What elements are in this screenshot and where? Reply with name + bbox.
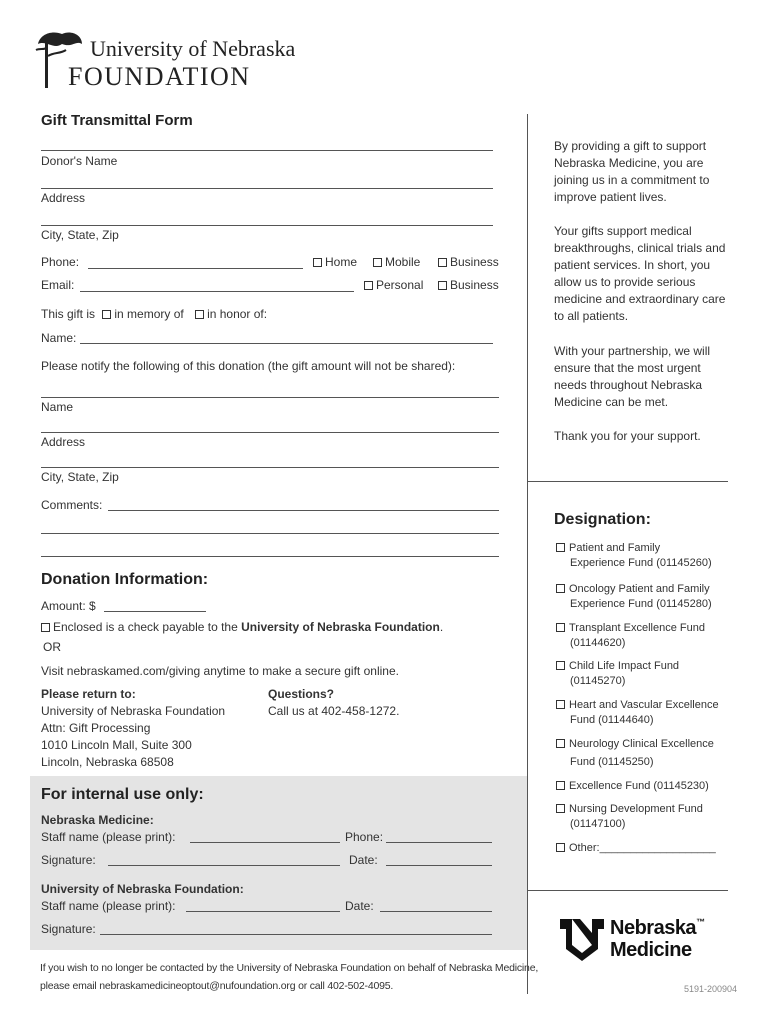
nm-staff-line[interactable] <box>190 842 340 843</box>
checkbox-icon <box>438 258 447 267</box>
column-divider <box>527 114 528 994</box>
logo-line2: FOUNDATION <box>68 62 251 91</box>
designation-4[interactable]: Child Life Impact Fund (01145270) <box>556 659 732 689</box>
questions-text: Call us at 402-458-1272. <box>268 704 400 718</box>
foundation-logo <box>32 26 296 92</box>
address-line[interactable] <box>41 188 493 189</box>
checkbox-icon <box>373 258 382 267</box>
amount-line[interactable] <box>104 611 206 612</box>
in-honor-checkbox[interactable] <box>195 310 204 319</box>
designation-6[interactable]: Neurology Clinical Excellence Fund (01145250) <box>556 737 732 770</box>
city-label: City, State, Zip <box>41 228 119 242</box>
checkbox-icon <box>556 843 565 852</box>
designation-1[interactable]: Patient and Family Experience Fund (01145260) <box>556 541 732 571</box>
comments-line-3[interactable] <box>41 556 499 557</box>
sidebar-paragraph-1: By providing a gift to support Nebraska Medicine, you are joining us in a commitment to improve patient lives. <box>554 139 710 204</box>
nm-signature-line[interactable] <box>108 865 340 866</box>
return-line-4: Lincoln, Nebraska 68508 <box>41 755 174 769</box>
questions-heading: Questions? <box>268 687 335 701</box>
sidebar-divider-top <box>528 481 728 482</box>
unf-internal-heading: University of Nebraska Foundation: <box>41 882 244 896</box>
honoree-name-line[interactable] <box>80 343 493 344</box>
nebraska-medicine-n-icon <box>558 915 606 963</box>
city-line[interactable] <box>41 225 493 226</box>
unf-staff-label: Staff name (please print): <box>41 899 176 913</box>
sidebar-paragraph-4: Thank you for your support. <box>554 429 701 443</box>
phone-line[interactable] <box>88 268 303 269</box>
email-label: Email: <box>41 278 75 292</box>
checkbox-icon <box>556 543 565 552</box>
nm-logo-line1: Nebraska™ <box>610 917 705 939</box>
internal-heading: For internal use only: <box>41 786 204 803</box>
designation-8[interactable]: Nursing Development Fund (01147100) <box>556 802 732 832</box>
checkbox-icon <box>438 281 447 290</box>
footer-line-2: please email nebraskamedicineoptout@nufoundation.org or call 402-502-4095. <box>40 980 394 992</box>
email-option-personal[interactable]: Personal <box>364 278 423 292</box>
designation-5[interactable]: Heart and Vascular Excellence Fund (01144640) <box>556 698 732 728</box>
comments-line-1[interactable] <box>108 510 499 511</box>
email-line[interactable] <box>80 291 354 292</box>
nebraska-medicine-logo <box>558 915 728 965</box>
nm-date-label: Date: <box>349 853 378 867</box>
unf-signature-line[interactable] <box>100 934 492 935</box>
checkbox-icon <box>556 700 565 709</box>
gift-is-row: This gift is in memory of in honor of: <box>41 307 268 321</box>
return-line-1: University of Nebraska Foundation <box>41 704 226 718</box>
phone-option-business[interactable]: Business <box>438 255 499 269</box>
donation-heading: Donation Information: <box>41 571 209 588</box>
amount-label: Amount: $ <box>41 599 96 613</box>
designation-3[interactable]: Transplant Excellence Fund (01144620) <box>556 621 732 651</box>
unf-date-line[interactable] <box>380 911 492 912</box>
footer-line-1: If you wish to no longer be contacted by the University of Nebraska Foundation on behalf of Nebraska Medicine, <box>40 962 539 974</box>
phone-option-home[interactable]: Home <box>313 255 357 269</box>
address-label: Address <box>41 191 86 205</box>
nm-logo-line2: Medicine <box>610 939 692 961</box>
designation-7[interactable]: Excellence Fund (01145230) <box>556 779 732 794</box>
checkbox-icon <box>364 281 373 290</box>
return-heading: Please return to: <box>41 687 136 701</box>
sidebar-paragraph-2: Your gifts support medical breakthroughs, clinical trials and patient services. In short, you allow us to provide serious medicine and extraordinary care to all patients. <box>554 224 726 323</box>
nm-date-line[interactable] <box>386 865 492 866</box>
donor-name-label: Donor's Name <box>41 154 118 168</box>
nm-phone-line[interactable] <box>386 842 492 843</box>
nm-staff-label: Staff name (please print): <box>41 830 176 844</box>
logo-line1: University of Nebraska <box>90 36 296 61</box>
donor-name-line[interactable] <box>41 150 493 151</box>
footer-optout <box>40 959 538 995</box>
checkbox-icon <box>556 804 565 813</box>
return-line-2: Attn: Gift Processing <box>41 721 151 735</box>
phone-option-mobile[interactable]: Mobile <box>373 255 420 269</box>
designation-2[interactable]: Oncology Patient and Family Experience Fund (01145280) <box>556 582 732 612</box>
nm-signature-label: Signature: <box>41 853 96 867</box>
phone-label: Phone: <box>41 255 80 269</box>
return-line-3: 1010 Lincoln Mall, Suite 300 <box>41 738 192 752</box>
notify-name-label: Name <box>41 400 74 414</box>
unf-signature-label: Signature: <box>41 922 96 936</box>
comments-line-2[interactable] <box>41 533 499 534</box>
notify-name-line[interactable] <box>41 397 499 398</box>
enclosed-checkbox[interactable] <box>41 623 50 632</box>
checkbox-icon <box>556 781 565 790</box>
in-memory-checkbox[interactable] <box>102 310 111 319</box>
form-code: 5191-200904 <box>684 984 738 994</box>
designation-heading: Designation: <box>554 511 651 528</box>
notify-text: Please notify the following of this donation (the gift amount will not be shared): <box>41 359 456 373</box>
checkbox-icon <box>556 739 565 748</box>
unf-staff-line[interactable] <box>186 911 340 912</box>
honoree-name-label: Name: <box>41 331 77 345</box>
checkbox-icon <box>313 258 322 267</box>
checkbox-icon <box>556 661 565 670</box>
enclosed-check-row: Enclosed is a check payable to the University of Nebraska Foundation. <box>41 620 443 634</box>
sidebar-divider-bottom <box>528 890 728 891</box>
checkbox-icon <box>556 623 565 632</box>
checkbox-icon <box>556 584 565 593</box>
sidebar-paragraph-3: With your partnership, we will ensure that the most urgent needs throughout Nebraska Medicine can be met. <box>554 344 711 409</box>
email-option-business[interactable]: Business <box>438 278 499 292</box>
form-title: Gift Transmittal Form <box>41 112 193 129</box>
notify-city-line[interactable] <box>41 467 499 468</box>
visit-text: Visit nebraskamed.com/giving anytime to make a secure gift online. <box>41 664 399 678</box>
unf-date-label: Date: <box>345 899 374 913</box>
notify-address-label: Address <box>41 435 86 449</box>
notify-city-label: City, State, Zip <box>41 470 119 484</box>
nm-phone-label: Phone: <box>345 830 384 844</box>
nm-internal-heading: Nebraska Medicine: <box>41 813 154 827</box>
designation-other[interactable]: Other:___________________ <box>556 841 732 856</box>
comments-label: Comments: <box>41 498 103 512</box>
notify-address-line[interactable] <box>41 432 499 433</box>
or-text: OR <box>43 640 61 654</box>
